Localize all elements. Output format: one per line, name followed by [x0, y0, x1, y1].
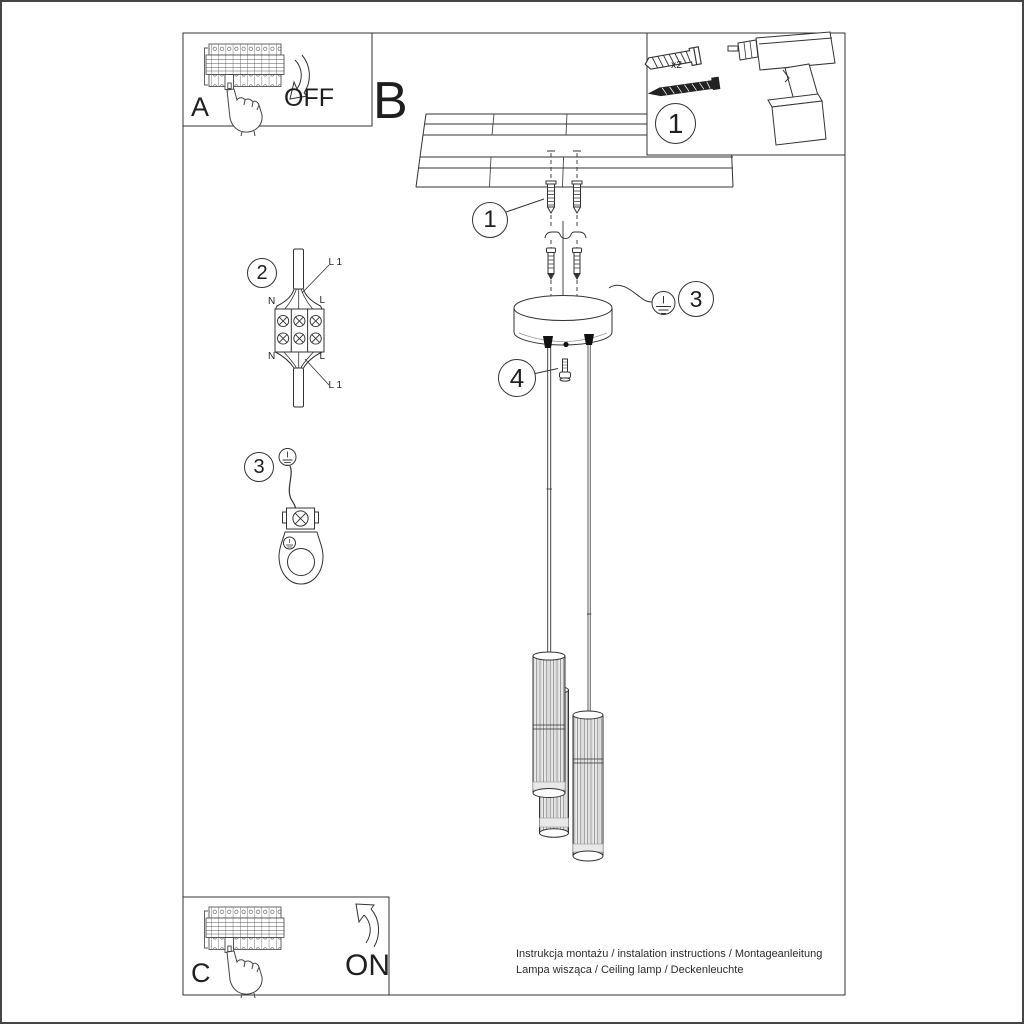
footer-line-2: Lampa wisząca / Ceiling lamp / Deckenleuchte: [516, 964, 744, 976]
pendant-tube-right: [573, 711, 603, 861]
callout-leader-1: [506, 199, 544, 212]
line-art: [2, 2, 1024, 1024]
wall-plug-icon: [546, 181, 556, 213]
ground-symbol-icon: [279, 449, 296, 466]
parts-box-number-text: 1: [667, 107, 684, 139]
breaker-panel-icon: [205, 907, 285, 953]
canopy-screw-icon: [547, 248, 582, 279]
callout-anchors: [472, 202, 508, 238]
callout-strain-screw-text: 4: [509, 363, 525, 393]
ceiling-fixing-illustration: [545, 153, 586, 298]
pendant-tubes-illustration: [533, 652, 603, 861]
callout-strain-screw: [498, 359, 536, 397]
pendant-tube-rear-left: [533, 652, 565, 798]
callout-wiring-text: 2: [256, 262, 268, 284]
wire-label-l-bottom: L: [319, 351, 326, 362]
callout-ground-left: [244, 452, 274, 482]
wire-label-n-top: N: [268, 295, 276, 307]
breaker-panel-icon: [205, 44, 285, 90]
callout-ground-left-text: 3: [253, 456, 265, 478]
mounting-bracket-icon: [545, 232, 586, 239]
wire-label-l1-bottom: L 1: [328, 380, 343, 391]
wire-label-l1-top: L 1: [328, 256, 343, 268]
step-b-letter: B: [373, 72, 408, 130]
step-a-letter: A: [191, 92, 210, 122]
ground-clamp-illustration: [279, 449, 323, 585]
wall-plug-icon: [572, 181, 582, 213]
step-c-letter: C: [191, 958, 211, 988]
wire-label-l-top: L: [319, 294, 326, 306]
quantity-label: x2: [671, 59, 683, 71]
callout-anchors-text: 1: [483, 206, 497, 233]
callout-ground-right: [678, 281, 714, 317]
wire-label-n-bottom: N: [268, 351, 276, 362]
parts-box-number: [655, 103, 696, 144]
footer-line-1: Instrukcja montażu / instalation instructions / Montageanleitung: [516, 948, 823, 960]
callout-ground-right-text: 3: [689, 285, 703, 312]
on-label: ON: [345, 949, 390, 982]
callout-wiring: [247, 258, 277, 288]
callout-leader-4: [533, 369, 558, 375]
ground-symbol-icon: [609, 285, 675, 314]
wiring-diagram: [275, 249, 329, 407]
strain-relief-screw-icon: [560, 359, 571, 381]
off-label: OFF: [284, 84, 334, 112]
